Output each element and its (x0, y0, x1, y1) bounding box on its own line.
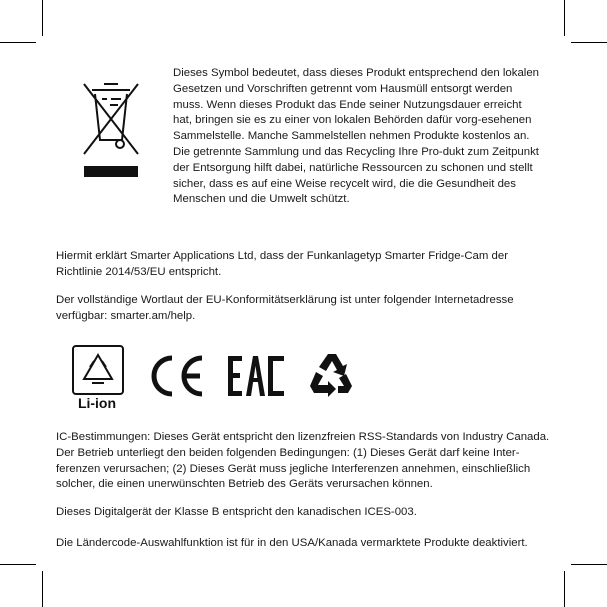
crop-mark (42, 0, 43, 36)
crop-mark (564, 0, 565, 36)
crop-mark (571, 564, 607, 565)
battery-recycle-box (72, 345, 124, 395)
weee-bin-icon (80, 78, 142, 178)
crop-mark (564, 571, 565, 607)
recycle-triangle-icon (74, 347, 122, 393)
crop-mark (42, 571, 43, 607)
certification-logos (68, 342, 368, 414)
recycle-symbol-icon (306, 350, 356, 400)
declaration-text: Hiermit erklärt Smarter Applications Ltd, dass der Funkanlagetyp Smarter Fridge-Cam der Richtlinie 2014/53/EU entspricht. (56, 250, 509, 278)
country-code-text: Die Ländercode-Auswahlfunktion ist für in den USA/Kanada vermarktete Produkte deaktiviert. (56, 537, 528, 549)
ic-regulations-text: IC-Bestimmungen: Dieses Gerät entspricht den lizenzfreien RSS-Standards von Industry Canada. Der Betrieb unterliegt den beiden folgenden Bedingungen: (1) Dieses Gerät darf keine Inter-ferenzen verursachen; (2) Dieses Gerät muss jegliche Interferenzen annehmen, einschließlich solcher, die einen unerwünschten Betrieb des Geräts verursachen können. (56, 431, 550, 491)
li-ion-battery-logo (68, 342, 124, 414)
ce-mark-icon (146, 354, 206, 398)
crop-mark (0, 564, 36, 565)
crop-mark (0, 42, 36, 43)
ices-text: Dieses Digitalgerät der Klasse B entspricht den kanadischen ICES-003. (56, 506, 417, 518)
eac-mark-icon (226, 354, 286, 398)
weee-disposal-text: Dieses Symbol bedeutet, dass dieses Produkt entsprechend den lokalen Gesetzen und Vorschriften getrennt vom Hausmüll entsorgt werden muss. Wenn dieses Produkt das Ende seiner Nutzungsdauer erreicht hat, bringen sie es zu einer von lokalen Behörden dafür vorg-esehenen Sammelstelle. Manche Sammelstellen nehmen Produkte kostenlos an. Die getrennte Sammlung und das Recycling Ihre Pro-dukt zum Zeitpunkt der Entsorgung hilft dabei, natürliche Ressourcen zu schonen und stellt sicher, dass es auf eine Weise recycelt wird, die die Gesundheit des Menschen und die Umwelt schützt. (173, 67, 539, 206)
crop-mark (571, 42, 607, 43)
li-ion-label: Li-ion (77, 395, 117, 411)
conformity-url-text: Der vollständige Wortlaut der EU-Konformitätserklärung ist unter folgender Internetadresse verfügbar: smarter.am/help. (56, 294, 514, 322)
